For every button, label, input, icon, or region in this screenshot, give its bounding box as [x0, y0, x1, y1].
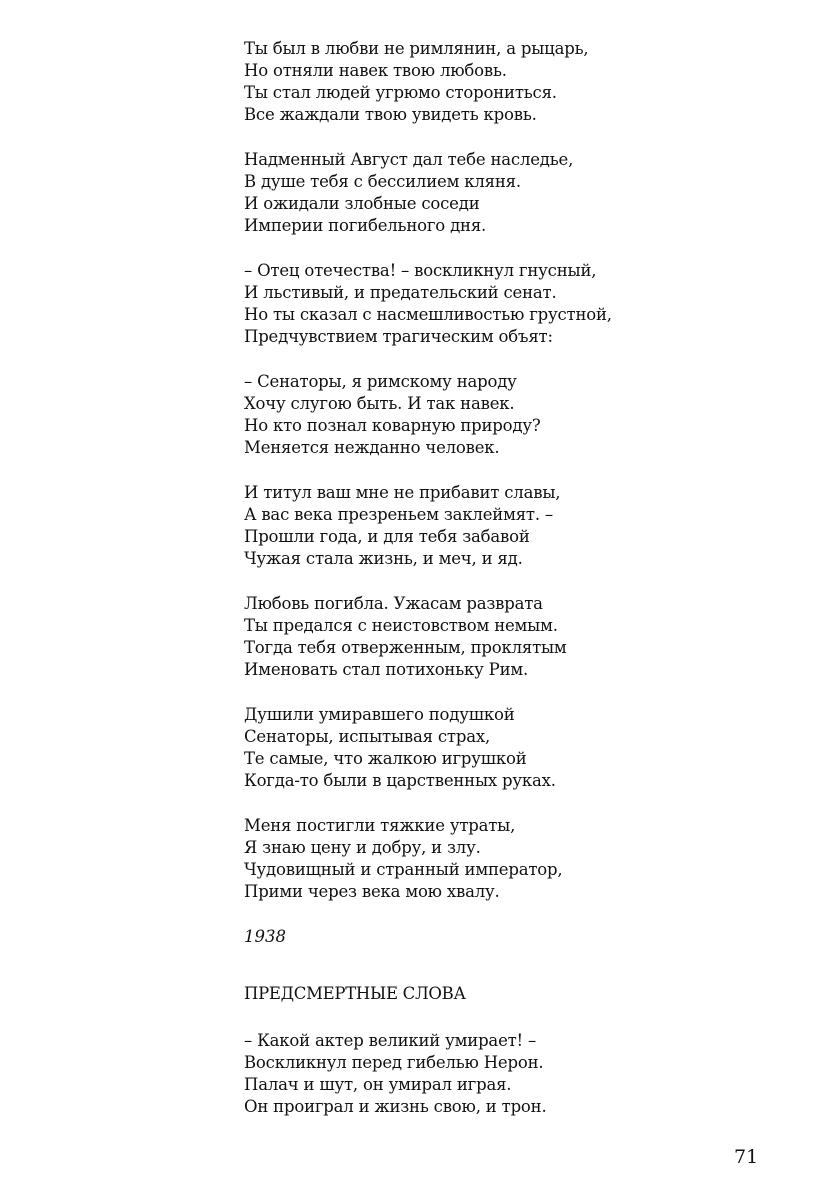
poem-line: Меня постигли тяжкие утраты, [244, 816, 516, 835]
poem1-stanza-2 [244, 149, 764, 237]
poem-line: Те самые, что жалкою игрушкой [244, 749, 527, 768]
poem1-stanza-6 [244, 593, 764, 681]
poem-line: Но отняли навек твою любовь. [244, 61, 507, 80]
poem-line: Именовать стал потихоньку Рим. [244, 660, 529, 679]
poem1-stanza-3 [244, 260, 764, 348]
poem-line: И льстивый, и предательский сенат. [244, 283, 557, 302]
poem-line: Прими через века мою хвалу. [244, 882, 500, 901]
poem-line: Душили умиравшего подушкой [244, 705, 515, 724]
poem-line: Ты был в любви не римлянин, а рыцарь, [244, 39, 589, 58]
poem-line: Чудовищный и странный император, [244, 860, 563, 879]
poem-line: Чужая стала жизнь, и меч, и яд. [244, 549, 523, 568]
poem-line: Империи погибельного дня. [244, 216, 487, 235]
poem1-stanza-4 [244, 371, 764, 459]
page-number: 71 [734, 1146, 759, 1168]
poem-line: Ты стал людей угрюмо сторониться. [244, 83, 557, 102]
poem-line: Но ты сказал с насмешливостью грустной, [244, 305, 612, 324]
poem-line: Ты предался с неистовством немым. [244, 616, 558, 635]
poem-year: 1938 [244, 927, 286, 946]
poem-line: Меняется нежданно человек. [244, 438, 500, 457]
poem-line: Предчувствием трагическим объят: [244, 327, 553, 346]
page-text [244, 38, 764, 1141]
poem-line: – Какой актер великий умирает! – [244, 1031, 537, 1050]
poem-line: Хочу слугою быть. И так навек. [244, 394, 515, 413]
poem-line: – Отец отечества! – воскликнул гнусный, [244, 261, 597, 280]
poem-line: Надменный Август дал тебе наследье, [244, 150, 574, 169]
poem-line: Палач и шут, он умирал играя. [244, 1075, 512, 1094]
poem1-stanza-1 [244, 38, 764, 126]
poem-line: В душе тебя с бессилием кляня. [244, 172, 521, 191]
poem-line: И ожидали злобные соседи [244, 194, 480, 213]
poem1-stanza-5 [244, 482, 764, 570]
poem-line: Воскликнул перед гибелью Нерон. [244, 1053, 544, 1072]
poem-line: Сенаторы, испытывая страх, [244, 727, 490, 746]
poem-line: Прошли года, и для тебя забавой [244, 527, 530, 546]
poem1-stanza-8 [244, 815, 764, 903]
poem1-stanza-7 [244, 704, 764, 792]
poem-line: А вас века презреньем заклеймят. – [244, 505, 553, 524]
poem-line: Он проиграл и жизнь свою, и трон. [244, 1097, 547, 1116]
poem-line: Я знаю цену и добру, и злу. [244, 838, 481, 857]
poem-title: ПРЕДСМЕРТНЫЕ СЛОВА [244, 984, 466, 1003]
poem-line: Тогда тебя отверженным, проклятым [244, 638, 567, 657]
poem-line: Когда-то были в царственных руках. [244, 771, 556, 790]
poem-line: Все жаждали твою увидеть кровь. [244, 105, 537, 124]
poem2-stanza-1 [244, 1030, 764, 1118]
poem-line: – Сенаторы, я римскому народу [244, 372, 517, 391]
poem-line: Но кто познал коварную природу? [244, 416, 541, 435]
poem-line: Любовь погибла. Ужасам разврата [244, 594, 543, 613]
poem-line: И титул ваш мне не прибавит славы, [244, 483, 561, 502]
